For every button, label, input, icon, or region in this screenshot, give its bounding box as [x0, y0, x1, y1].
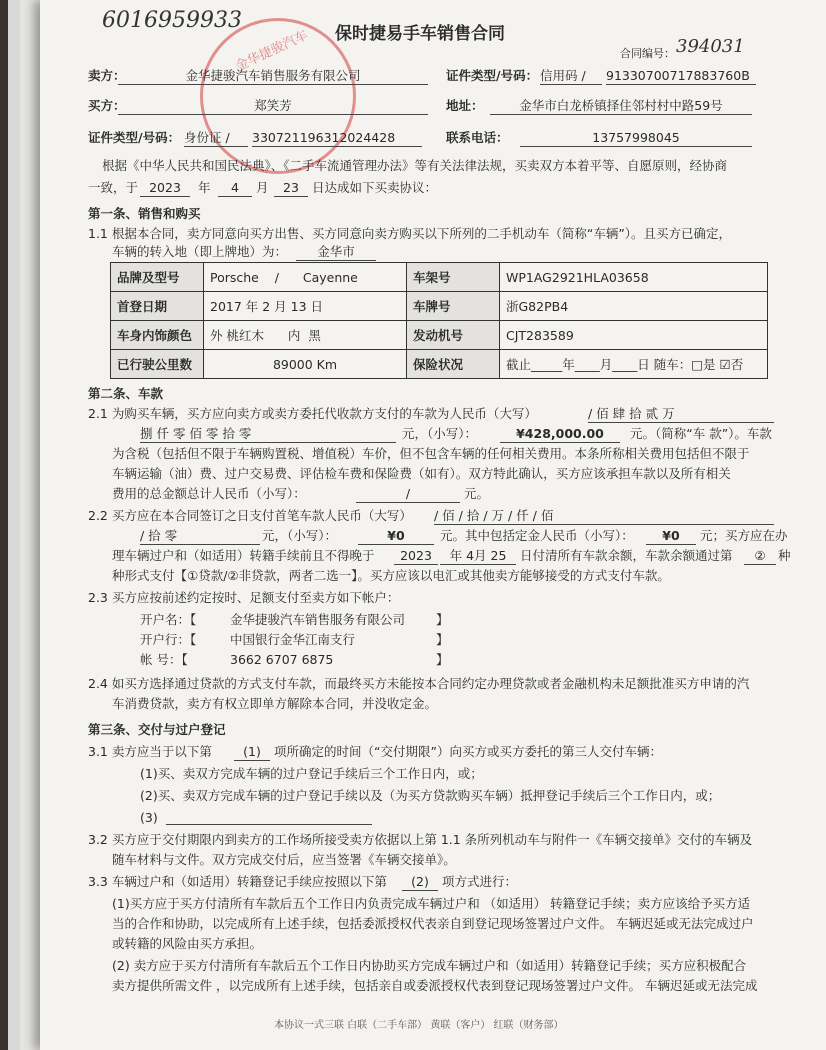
contract-title: 保时捷易手车销售合同 [335, 24, 505, 44]
km-label: 已行驶公里数 [111, 350, 204, 379]
art1-1-line-b: 车辆的转入地（即上牌地）为： [112, 244, 288, 259]
pay-method: ② [744, 548, 776, 565]
bracket-close-2: 】 [436, 632, 449, 647]
art2-1-amount-1: / 佰 肆 拾 贰 万 [588, 406, 774, 423]
total-fee: / [356, 486, 460, 503]
ext-color: 桃红木 [226, 328, 265, 343]
art3-3-1-line-a: (1)买方应于买方付清所有车款后五个工作日内负责完成车辆过户和 （如适用） 转籍登记手续；卖方应该给予买方适 [112, 896, 751, 911]
art3-2-line-b: 随车材料与文件。双方完成交付后，应当签署《车辆交接单》。 [112, 852, 456, 867]
art3-3-1-line-b: 当的合作和协助，以完成所有上述手续，包括委派授权代表亲自到登记现场签署过户文件。 车辆迟延或无法完成过户 [112, 916, 754, 931]
address-label: 地址： [446, 98, 484, 113]
buyer-name: 郑笑芳 [118, 98, 428, 115]
brand-label: 品牌及型号 [111, 263, 204, 292]
art2-1-line-b-end: 元。（简称“车 款”）。车款 [630, 426, 772, 441]
destination-city: 金华市 [296, 244, 376, 261]
phone-label: 联系电话： [446, 130, 509, 145]
insurance: 截止_____年____月____日 随车：□是 ☑否 [500, 350, 768, 379]
art2-1-line-c: 为含税（包括但不限于车辆购置税、增值税）车价，但不包含车辆的任何相关费用。本条所称相关费用包括但不限于 [112, 446, 750, 461]
km: 89000 Km [204, 350, 407, 379]
acct-no: 3662 6707 6875 [230, 652, 334, 667]
agree-day: 23 [274, 180, 308, 197]
seller-name: 金华捷骏汽车销售服务有限公司 [118, 68, 428, 85]
insurance-label: 保险状况 [407, 350, 500, 379]
art2-2-line-c-tail: 种 [778, 548, 791, 563]
agree-year: 2023 [140, 180, 190, 197]
seller-id-no: 91330700717883760B [606, 68, 756, 85]
art3-1-line-b: 项所确定的时间（“交付期限”）向买方或买方委托的第三人交付车辆： [274, 744, 662, 759]
buyer-id-label: 证件类型/号码： [88, 130, 181, 145]
footer-note: 本协议一式三联 白联（二手车部） 黄联（客户） 红联（财务部） [274, 1020, 564, 1031]
month-unit: 月 [256, 180, 269, 195]
contract-no: 394031 [676, 36, 745, 57]
ext-label: 外 [210, 328, 223, 343]
acct-no-label: 帐 号：【 [140, 652, 188, 667]
brand-model [204, 263, 407, 292]
art3-1-item-2: (2)买、卖双方完成车辆的过户登记手续以及（为买方贷款购买车辆）抵押登记手续后三个工作日内，或； [140, 788, 721, 803]
art2-4-line-b: 车消费贷款，卖方有权立即单方解除本合同，并没收定金。 [112, 696, 438, 711]
bracket-close-1: 】 [436, 612, 449, 627]
reg-date-label: 首登日期 [111, 292, 204, 321]
vin: WP1AG2921HLA03658 [500, 263, 768, 292]
phone: 13757998045 [520, 130, 752, 147]
article-1-title: 第一条、销售和购买 [88, 206, 201, 221]
art3-3-line-a: 3.3 车辆过户和（如适用）转籍登记手续应按照以下第 [88, 874, 387, 889]
color-label: 车身内饰颜色 [111, 321, 204, 350]
agree-month: 4 [218, 180, 252, 197]
art2-2-line-c: 理车辆过户和（如适用）转籍手续前且不得晚于 [112, 548, 375, 563]
article-3-title: 第三条、交付与过户登记 [88, 722, 226, 737]
address: 金华市白龙桥镇择住邻村村中路59号 [490, 98, 752, 115]
year-unit: 年 [198, 180, 211, 195]
pay-year: 2023 [394, 548, 438, 565]
art1-1-line-a: 1.1 根据本合同，卖方同意向买方出售、买方同意向卖方购买以下所列的二手机动车（简称“车辆”）。且买方已确定， [88, 226, 732, 241]
handwritten-number: 6016959933 [102, 8, 242, 33]
engine-label: 发动机号 [407, 321, 500, 350]
art2-2-line-b-end: 元；买方应在办 [700, 528, 788, 543]
seller-label: 卖方： [88, 68, 126, 83]
art2-2-line-c-end: 日付清所有车款余额，车款余额通过第 [520, 548, 733, 563]
buyer-id-no: 330721196312024428 [252, 130, 422, 147]
art3-1-option: (1) [234, 744, 270, 761]
art3-1-item-3-blank [166, 810, 372, 825]
art3-3-line-b: 项方式进行： [442, 874, 518, 889]
acct-name-label: 开户名：【 [140, 612, 197, 627]
engine-no: CJT283589 [500, 321, 768, 350]
art2-2-line-b: 元，（小写）： [262, 528, 338, 543]
art3-1-item-3: (3) [140, 810, 158, 825]
article-2-title: 第二条、车款 [88, 386, 164, 401]
first-payment: ¥0 [358, 528, 434, 545]
acct-bank: 中国银行金华江南支行 [230, 632, 356, 647]
art2-1-line-b: 元，（小写）： [402, 426, 478, 441]
brand: Porsche [210, 269, 259, 285]
intro-line-2a: 一致，于 [88, 180, 139, 195]
seller-id-type: 信用码 / [540, 68, 602, 85]
art2-1-line-a: 2.1 为购买车辆，买方应向卖方或卖方委托代收款方支付的车款为人民币（大写） [88, 406, 537, 421]
contract-no-label: 合同编号： [620, 47, 675, 60]
art3-1-line-a: 3.1 卖方应当于以下第 [88, 744, 212, 759]
art2-3: 2.3 买方应按前述约定按时、足额支付至卖方如下帐户： [88, 590, 400, 605]
vin-label: 车架号 [407, 263, 500, 292]
art2-1-amount-2: 捌 仟 零 佰 零 拾 零 [140, 426, 396, 443]
art3-3-2-line-b: 卖方提供所需文件 ，以完成所有上述手续，包括亲自或委派授权代表到登记现场签署过户文件。 车辆迟延或无法完成 [112, 978, 758, 993]
plate-label: 车牌号 [407, 292, 500, 321]
plate: 浙G82PB4 [500, 292, 768, 321]
art2-1-line-e: 费用的总金额总计人民币（小写）： [112, 486, 306, 501]
colors [204, 321, 407, 350]
intro-line-1: 根据《中华人民共和国民法典》、《二手车流通管理办法》等有关法律法规，买卖双方本着平等、自愿原则，经协商 [102, 158, 728, 173]
acct-name: 金华捷骏汽车销售服务有限公司 [230, 612, 406, 627]
company-seal-text: 金华捷骏汽车 [233, 28, 311, 75]
seller-id-label: 证件类型/号码： [446, 68, 539, 83]
art2-2-line-a: 2.2 买方应在本合同签订之日支付首笔车款人民币（大写） [88, 508, 412, 523]
art2-2-amount-2: / 拾 零 [140, 528, 260, 545]
vehicle-table [110, 262, 768, 379]
art2-4-line-a: 2.4 如买方选择通过贷款的方式支付车款，而最终买方未能按本合同约定办理贷款或者金融机构未足额批准买方申请的汽 [88, 676, 750, 691]
contract-sheet [40, 0, 826, 1050]
buyer-id-type: 身份证 / [184, 130, 248, 147]
art3-3-1-line-c: 或转籍的风险由买方承担。 [112, 936, 263, 951]
int-label: 内 [287, 328, 301, 343]
slash: / [274, 269, 280, 285]
deposit: ¥0 [646, 528, 696, 545]
art3-3-2-line-a: (2) 卖方应于买方付清所有车款后五个工作日内协助买方完成车辆过户和（如适用）转籍登记手续；买方应积极配合 [112, 958, 747, 973]
reg-date: 2017 年 2 月 13 日 [204, 292, 407, 321]
int-color: 黑 [308, 328, 321, 343]
bracket-close-3: 】 [436, 652, 449, 667]
art2-2-line-b-mid: 元。其中包括定金人民币（小写）： [440, 528, 634, 543]
art3-1-item-1: (1)买、卖双方完成车辆的过户登记手续后三个工作日内，或； [140, 766, 483, 781]
yuan: 元。 [464, 486, 490, 501]
pay-date: 年 4月 25 [440, 548, 516, 565]
art2-2-line-d: 种形式支付【①贷款/②非贷款，两者二选一】。买方应该以电汇或其他卖方能够接受的方式支付车款。 [112, 568, 670, 583]
art2-1-line-d: 车辆运输（油）费、过户交易费、评估检车费和保险费（如有）。双方特此确认，买方应该承担车款以及所有相关 [112, 466, 731, 481]
art2-2-amount-1: / 佰 / 拾 / 万 / 仟 / 佰 [434, 508, 774, 525]
price: ¥428,000.00 [500, 426, 620, 443]
buyer-label: 买方： [88, 98, 126, 113]
model: Cayenne [302, 269, 358, 285]
art3-3-option: (2) [402, 874, 438, 891]
art3-2-line-a: 3.2 买方应于交付期限内到卖方的工作场所接受卖方依据以上第 1.1 条所列机动车与附件一《车辆交接单》交付的车辆及 [88, 832, 753, 847]
acct-bank-label: 开户行：【 [140, 632, 197, 647]
intro-line-2d: 日达成如下买卖协议： [312, 180, 438, 195]
